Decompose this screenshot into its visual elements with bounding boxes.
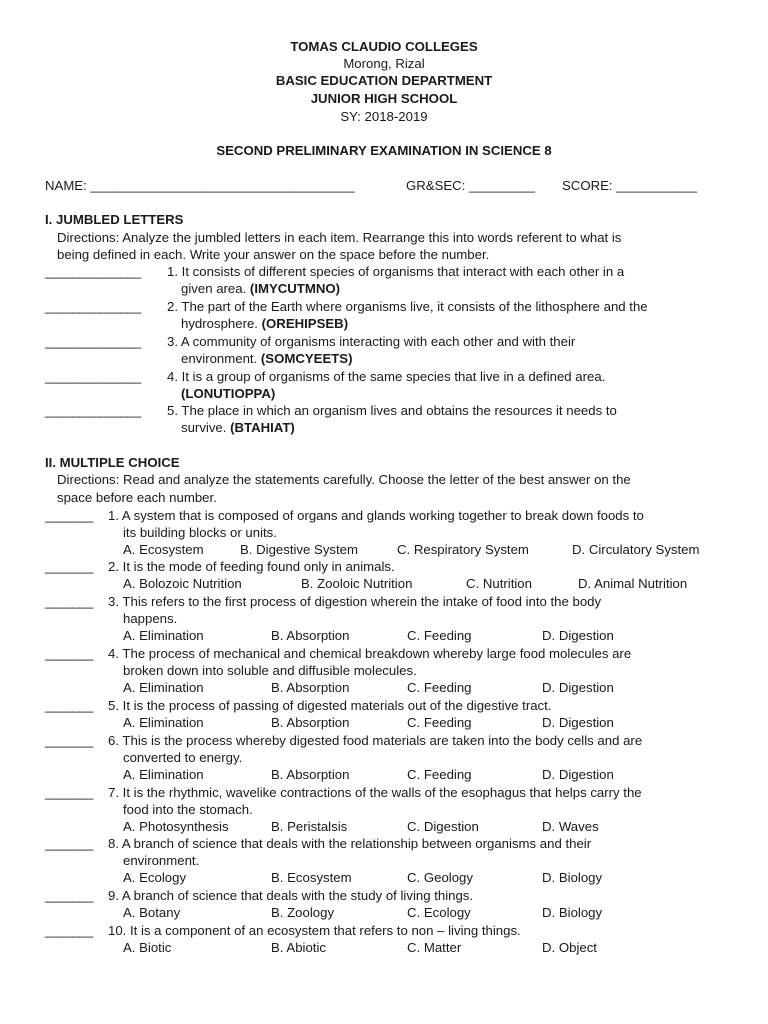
answer-option: B. Digestive System [240, 542, 358, 557]
part1-directions-line2: being defined in each. Write your answer on the space before the number. [57, 247, 490, 262]
jumbled-word: (OREHIPSEB) [261, 316, 349, 331]
part2-directions-line2: space before each number. [57, 490, 217, 505]
question-text-part: hydrosphere. [181, 316, 262, 331]
question-text: 3. A community of organisms interacting with each other and with their [167, 334, 576, 349]
answer-option: D. Object [542, 940, 597, 955]
answer-option: B. Ecosystem [271, 870, 352, 885]
question-text: 8. A branch of science that deals with the relationship between organisms and their [108, 836, 592, 851]
answer-option: D. Biology [542, 870, 603, 885]
question-text: 1. A system that is composed of organs and glands working together to break down foods to [108, 508, 644, 523]
answer-option: A. Elimination [123, 767, 204, 782]
part2-directions-line1: Directions: Read and analyze the statements carefully. Choose the letter of the best answer on the [57, 472, 631, 487]
grsec-field: GR&SEC: _________ [406, 178, 536, 193]
name-field: NAME: ____________________________________ [45, 178, 355, 193]
school-name: TOMAS CLAUDIO COLLEGES [290, 39, 478, 54]
answer-option: D. Waves [542, 819, 599, 834]
answer-blank: ______________ [45, 334, 141, 349]
question-text: 10. It is a component of an ecosystem that refers to non – living things. [108, 923, 521, 938]
school-year: SY: 2018-2019 [340, 109, 428, 124]
answer-option: C. Digestion [407, 819, 479, 834]
question-text-continued [181, 385, 275, 402]
question-text-continued: environment. [123, 853, 200, 868]
answer-option: C. Geology [407, 870, 473, 885]
question-text: 9. A branch of science that deals with the study of living things. [108, 888, 474, 903]
answer-option: B. Absorption [271, 628, 350, 643]
answer-blank: _______ [45, 559, 93, 574]
jumbled-word: (IMYCUTMNO) [249, 281, 341, 296]
answer-option: A. Photosynthesis [123, 819, 229, 834]
question-text: 6. This is the process whereby digested food materials are taken into the body cells and are [108, 733, 643, 748]
question-text: 5. The place in which an organism lives and obtains the resources it needs to [167, 403, 617, 418]
answer-option: D. Digestion [542, 767, 614, 782]
answer-option: B. Absorption [271, 767, 350, 782]
answer-blank: _______ [45, 836, 93, 851]
answer-option: A. Ecosystem [123, 542, 204, 557]
question-text: 3. This refers to the first process of digestion wherein the intake of food into the body [108, 594, 602, 609]
answer-option: D. Digestion [542, 680, 614, 695]
jumbled-word: (SOMCYEETS) [260, 351, 353, 366]
answer-blank: _______ [45, 594, 93, 609]
jumbled-word: (LONUTIOPPA) [181, 386, 276, 401]
question-text-part: given area. [181, 281, 250, 296]
question-text: 2. It is the mode of feeding found only in animals. [108, 559, 395, 574]
question-text: 4. It is a group of organisms of the same species that live in a defined area. [167, 369, 606, 384]
answer-blank: ______________ [45, 369, 141, 384]
question-text-continued [181, 350, 353, 367]
answer-option: B. Zooloic Nutrition [301, 576, 413, 591]
answer-option: A. Biotic [123, 940, 172, 955]
answer-blank: _______ [45, 698, 93, 713]
answer-option: C. Feeding [407, 680, 472, 695]
answer-option: C. Feeding [407, 715, 472, 730]
question-text-part: survive. [181, 420, 231, 435]
answer-blank: _______ [45, 785, 93, 800]
question-text: 5. It is the process of passing of digested materials out of the digestive tract. [108, 698, 552, 713]
answer-blank: _______ [45, 646, 93, 661]
question-text: 4. The process of mechanical and chemical breakdown whereby large food molecules are [108, 646, 632, 661]
answer-option: D. Digestion [542, 628, 614, 643]
answer-option: C. Respiratory System [397, 542, 529, 557]
answer-blank: _______ [45, 888, 93, 903]
answer-blank: ______________ [45, 403, 141, 418]
answer-option: D. Biology [542, 905, 603, 920]
answer-option: B. Absorption [271, 715, 350, 730]
exam-title: SECOND PRELIMINARY EXAMINATION IN SCIENCE 8 [216, 143, 552, 158]
question-text-part: environment. [181, 351, 261, 366]
question-text-continued [181, 280, 340, 297]
answer-option: A. Botany [123, 905, 181, 920]
answer-blank: _______ [45, 923, 93, 938]
question-text-continued: broken down into soluble and diffusible molecules. [123, 663, 417, 678]
question-text-continued [181, 419, 295, 436]
question-text: 2. The part of the Earth where organisms live, it consists of the lithosphere and the [167, 299, 648, 314]
answer-blank: ______________ [45, 264, 141, 279]
question-text-continued: happens. [123, 611, 178, 626]
answer-option: A. Elimination [123, 715, 204, 730]
answer-option: A. Elimination [123, 680, 204, 695]
part2-heading: II. MULTIPLE CHOICE [45, 455, 180, 470]
question-text-continued [181, 315, 348, 332]
part1-directions-line1: Directions: Analyze the jumbled letters in each item. Rearrange this into words referent to what is [57, 230, 622, 245]
answer-option: C. Feeding [407, 767, 472, 782]
answer-option: D. Circulatory System [572, 542, 700, 557]
answer-blank: _______ [45, 733, 93, 748]
answer-option: C. Feeding [407, 628, 472, 643]
question-text-continued: food into the stomach. [123, 802, 253, 817]
school-level: JUNIOR HIGH SCHOOL [310, 91, 458, 106]
answer-option: B. Peristalsis [271, 819, 348, 834]
answer-option: B. Abiotic [271, 940, 326, 955]
jumbled-word: (BTAHIAT) [230, 420, 295, 435]
part1-heading: I. JUMBLED LETTERS [45, 212, 184, 227]
question-text: 1. It consists of different species of organisms that interact with each other in a [167, 264, 625, 279]
question-text: 7. It is the rhythmic, wavelike contractions of the walls of the esophagus that helps carry the [108, 785, 642, 800]
answer-option: C. Nutrition [466, 576, 532, 591]
answer-option: B. Absorption [271, 680, 350, 695]
score-field: SCORE: ___________ [562, 178, 697, 193]
question-text-continued: its building blocks or units. [123, 525, 277, 540]
answer-blank: ______________ [45, 299, 141, 314]
answer-option: C. Ecology [407, 905, 471, 920]
answer-blank: _______ [45, 508, 93, 523]
answer-option: C. Matter [407, 940, 462, 955]
answer-option: B. Zoology [271, 905, 335, 920]
answer-option: A. Elimination [123, 628, 204, 643]
question-text-continued: converted to energy. [123, 750, 243, 765]
answer-option: D. Animal Nutrition [578, 576, 688, 591]
school-location: Morong, Rizal [343, 56, 425, 71]
answer-option: A. Ecology [123, 870, 187, 885]
answer-option: A. Bolozoic Nutrition [123, 576, 242, 591]
answer-option: D. Digestion [542, 715, 614, 730]
department-name: BASIC EDUCATION DEPARTMENT [275, 73, 493, 88]
